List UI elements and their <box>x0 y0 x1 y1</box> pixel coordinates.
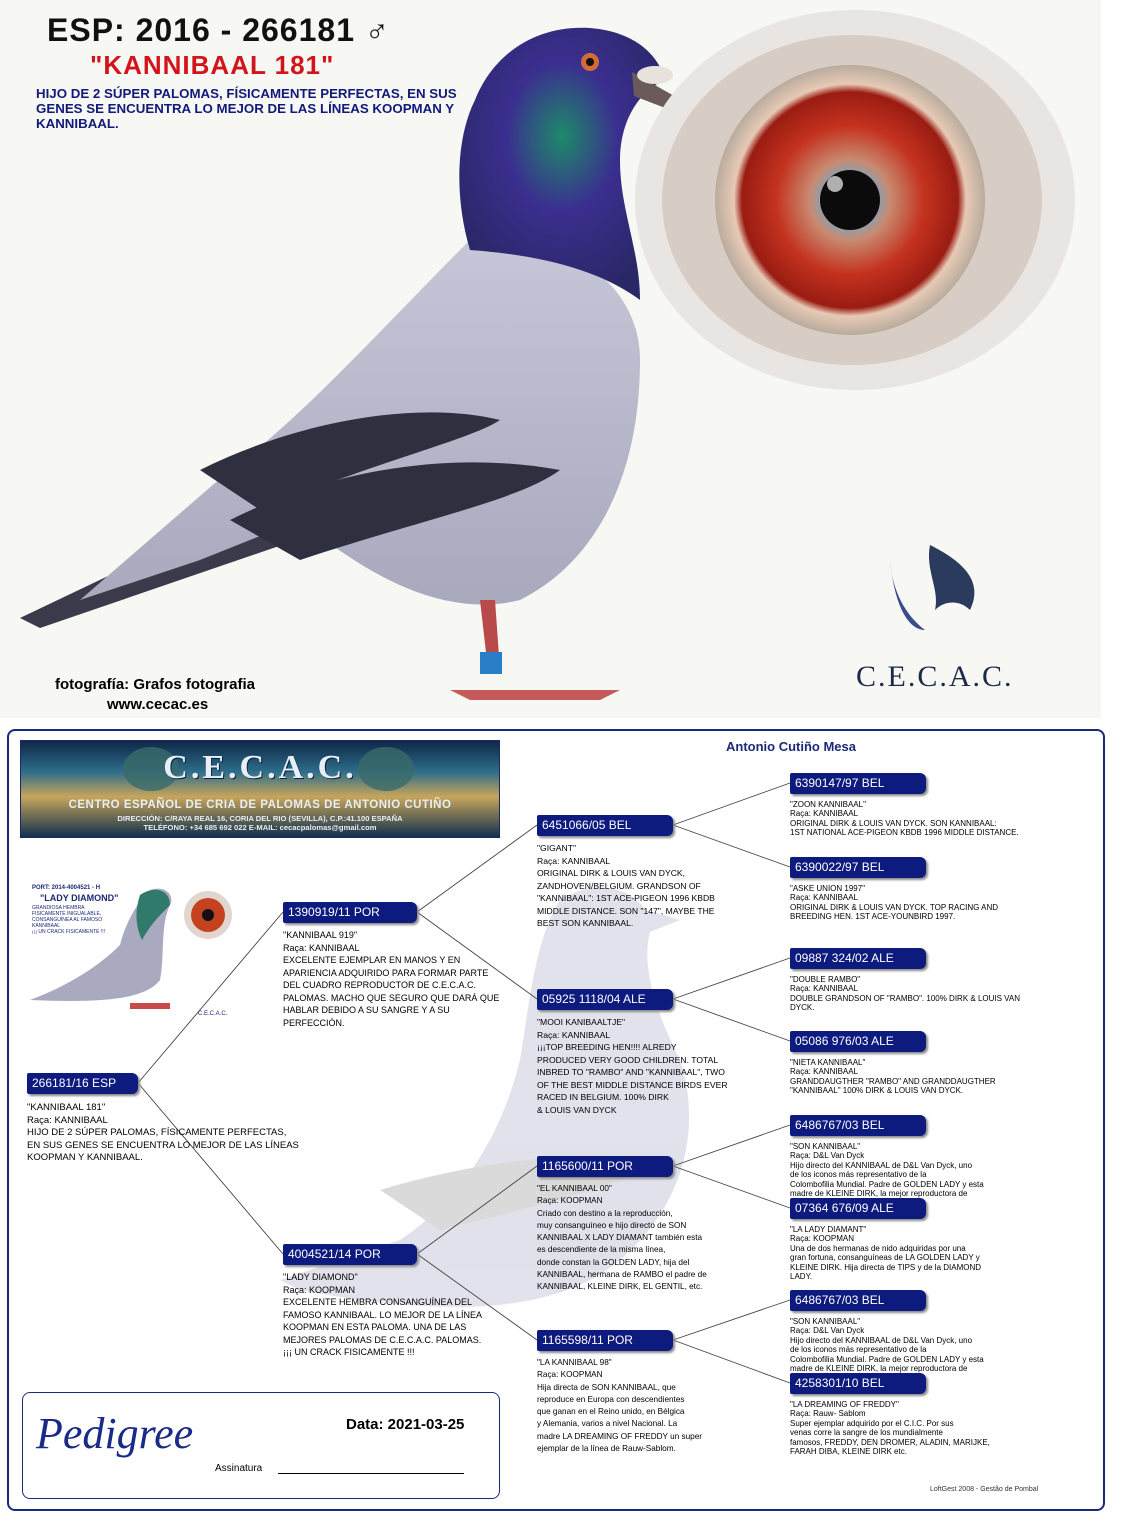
banner-title: C.E.C.A.C. <box>163 749 357 786</box>
pedigree-title: Pedigree <box>36 1409 194 1458</box>
gen3-info-1 <box>790 800 1050 838</box>
signature-label: Assinatura <box>215 1463 263 1474</box>
connector <box>673 1125 790 1166</box>
mini-card-logo: C.E.C.A.C. <box>198 1011 228 1017</box>
gen3-text-8: "LA DREAMING OF FREDDY" Raça: Rauw- Sablom Super ejemplar adquirido por el C.I.C. Por sus venas corre la sangre de los mundialmente famosos, FREDDY, DEN DROMER, ALADIN, MARIJKE, FARAH DIBA, KLEINE DIRK etc. <box>790 1400 990 1457</box>
gen3-ring-box-5[interactable]: 6486767/03 BEL <box>790 1115 926 1136</box>
sire-ring-box[interactable]: 1390919/11 POR <box>283 902 417 923</box>
sire-text: "KANNIBAAL 919" Raça: KANNIBAAL EXCELENTE EJEMPLAR EN MANOS Y EN APARIENCIA ADQUIRIDO PARA FORMAR PARTE DEL CUADRO REPRODUCTOR DE C.E.C.A.C. PALOMAS. MACHO QUE SEGURO QUE DARÁ QUE HABLAR DEBIDO A SU SANGRE Y A SU PERFECCIÓN. <box>283 930 500 1028</box>
connector <box>138 912 283 1083</box>
gen3-text-6: "LA LADY DIAMANT" Raça: KOOPMAN Una de dos hermanas de nido adquiridas por una gran fortuna, consanguíneas de LA GOLDEN LADY y KLEINE DIRK. Hija directa de TIPS y de la DIAMOND LADY. <box>790 1225 982 1282</box>
gen3-ring-box-8[interactable]: 4258301/10 BEL <box>790 1373 926 1394</box>
gen3-ring-box-6[interactable]: 07364 676/09 ALE <box>790 1198 926 1219</box>
connector <box>417 825 537 912</box>
gen3-text-1: "ZOON KANNIBAAL" Raça: KANNIBAAL ORIGINAL DIRK & LOUIS VAN DYCK. SON KANNIBAAL: 1ST NATIONAL ACE-PIGEON KBDB 1996 MIDDLE DISTANCE. <box>790 800 1019 838</box>
mini-card-port: PORT: 2014-4004521 - H <box>32 885 101 891</box>
dam-dam-ring-box[interactable]: 1165598/11 POR <box>537 1330 673 1351</box>
gen3-text-3: "DOUBLE RAMBO" Raça: KANNIBAAL DOUBLE GRANDSON OF "RAMBO". 100% DIRK & LOUIS VAN DYCK. <box>790 975 1021 1013</box>
software-credit: LoftGest 2008 - Gestão de Pombal <box>930 1486 1039 1493</box>
gen3-ring-box-3[interactable]: 09887 324/02 ALE <box>790 948 926 969</box>
gen3-info-7 <box>790 1317 1050 1373</box>
owner-name: Antonio Cutiño Mesa <box>726 739 856 754</box>
connector <box>673 958 790 999</box>
subject-text: "KANNIBAAL 181" Raça: KANNIBAAL HIJO DE 2 SÚPER PALOMAS, FÍSICAMENTE PERFECTAS, EN SUS GENES SE ENCUENTRA LO MEJOR DE LAS LÍNEAS KOOPMAN Y KANNIBAAL. <box>27 1102 299 1164</box>
cecac-logo: C.E.C.A.C. <box>856 660 1014 693</box>
connector <box>673 1300 790 1340</box>
dam-ring-box[interactable]: 4004521/14 POR <box>283 1244 417 1265</box>
sire-dam-text: "MOOI KANIBAALTJE" Raça: KANNIBAAL ¡¡¡TOP BREEDING HEN!!!! ALREDY PRODUCED VERY GOOD CHILDREN. TOTAL INBRED TO "RAMBO" AND "KANNIBAAL", TWO OF THE BEST MIDDLE DISTANCE BIRDS EVER RACED IN BELGIUM. 100% DIRK & LOUIS VAN DYCK <box>537 1017 728 1115</box>
gen3-ring-box-7[interactable]: 6486767/03 BEL <box>790 1290 926 1311</box>
gen3-info-4 <box>790 1058 1050 1096</box>
gen3-text-7: "SON KANNIBAAL" Raça: D&L Van Dyck Hijo directo del KANNIBAAL de D&L Van Dyck, uno de los iconos más representativo de la Colombofilia Mundial. Padre de GOLDEN LADY y esta madre de KLEINE DIRK, la mejor reproductora de <box>790 1317 984 1374</box>
photo-credit: fotografía: Grafos fotografia <box>55 676 256 693</box>
gen3-ring-box-1[interactable]: 6390147/97 BEL <box>790 773 926 794</box>
subject-ring-box[interactable]: 266181/16 ESP <box>27 1073 138 1094</box>
dam-dam-info <box>537 1357 757 1455</box>
gen3-text-5: "SON KANNIBAAL" Raça: D&L Van Dyck Hijo directo del KANNIBAAL de D&L Van Dyck, uno de los iconos más representativo de la Colombofilia Mundial. Padre de GOLDEN LADY y esta madre de KLEINE DIRK, la mejor reproductora de <box>790 1142 984 1199</box>
sire-sire-ring-box[interactable]: 6451066/05 BEL <box>537 815 673 836</box>
dam-sire-info <box>537 1183 757 1294</box>
gen3-text-4: "NIETA KANNIBAAL" Raça: KANNIBAAL GRANDDAUGTHER "RAMBO" AND GRANDDAUGTHER "KANNIBAAL" 100% DIRK & LOUIS VAN DYCK. <box>790 1058 996 1096</box>
dam-sire-text: "EL KANNIBAAL 00" Raça: KOOPMAN Criado con destino a la reproducción, muy consanguíneo e hijo directo de SON KANNIBAAL X LADY DIAMANT también esta es descendiente de la misma línea, donde constan la GOLDEN LADY, hija del KANNIBAAL, hermana de RAMBO el padre de KANNIBAAL, KLEINE DIRK, EL GENTIL, etc. <box>537 1184 707 1292</box>
gen3-ring-box-4[interactable]: 05086 976/03 ALE <box>790 1031 926 1052</box>
subject-info <box>27 1102 327 1165</box>
banner-subtitle: CENTRO ESPAÑOL DE CRIA DE PALOMAS DE ANTONIO CUTIÑO <box>68 799 452 811</box>
mini-card-name: "LADY DIAMOND" <box>40 893 119 903</box>
poster-description: HIJO DE 2 SÚPER PALOMAS, FÍSICAMENTE PERFECTAS, EN SUS GENES SE ENCUENTRA LO MEJOR DE LAS LÍNEAS KOOPMAN Y KANNIBAAL. <box>36 86 457 131</box>
sire-sire-info <box>537 842 757 930</box>
gen3-info-8 <box>790 1400 1050 1456</box>
website-link[interactable]: www.cecac.es <box>107 696 209 713</box>
banner-address-line: DIRECCIÓN: C/RAYA REAL 16, CORIA DEL RIO (SEVILLA), C.P.:41.100 ESPAÑA <box>117 814 403 823</box>
banner-contact-line: TELÉFONO: +34 685 692 022 E-MAIL: cecacpalomas@gmail.com <box>143 823 377 832</box>
dam-text: "LADY DIAMOND" Raça: KOOPMAN EXCELENTE HEMBRA CONSANGUÍNEA DEL FAMOSO KANNIBAAL. LO MEJOR DE LA LÍNEA KOOPMAN EN ESTA PALOMA. UNA DE LAS MEJORES PALOMAS DE C.E.C.A.C. PALOMAS. ¡¡¡ UN CRACK FISICAMENTE !!! <box>283 1272 483 1357</box>
ring-title: ESP: 2016 - 266181 ♂ <box>47 12 390 48</box>
gen3-info-2 <box>790 884 1050 922</box>
sire-info <box>283 929 518 1029</box>
gen3-ring-box-2[interactable]: 6390022/97 BEL <box>790 857 926 878</box>
sire-dam-info <box>537 1016 757 1116</box>
connector <box>417 1166 537 1254</box>
dam-dam-text: "LA KANNIBAAL 98" Raça: KOOPMAN Hija directa de SON KANNIBAAL, que reproduce en Europa con descendientes que ganan en el Reino unido, en Bélgica y Alemania, varios a nivel Nacional. La madre LA DREAMING OF FREDDY un super ejemplar de la línea de Rauw-Sablom. <box>537 1358 703 1454</box>
signature-line <box>278 1473 464 1474</box>
gen3-text-2: "ASKE UNION 1997" Raça: KANNIBAAL ORIGINAL DIRK & LOUIS VAN DYCK. TOP RACING AND BREEDING HEN. 1ST ACE-YOUNBIRD 1997. <box>790 884 999 922</box>
pedigree-date: Data: 2021-03-25 <box>346 1416 465 1433</box>
bird-name: "KANNIBAAL 181" <box>90 50 335 80</box>
gen3-info-5 <box>790 1142 1050 1198</box>
sire-sire-text: "GIGANT" Raça: KANNIBAAL ORIGINAL DIRK & LOUIS VAN DYCK, ZANDHOVEN/BELGIUM. GRANDSON OF "KANNIBAAL": 1ST ACE-PIGEON 1996 KBDB MIDDLE DISTANCE. SON "147", MAYBE THE BEST SON KANNIBAAL. <box>537 843 715 928</box>
dam-info <box>283 1271 518 1359</box>
connector <box>673 783 790 825</box>
mini-card-lines: GRANDIOSA HEMBRA FISICAMENTE INIGUALABLE, CONSANGUÍNEA AL FAMOSO KANNIBAAL ¡¡¡ UN CRACK FISICAMENTE !!! <box>32 905 106 935</box>
sire-dam-ring-box[interactable]: 05925 1118/04 ALE <box>537 989 673 1010</box>
gen3-info-6 <box>790 1225 1050 1281</box>
gen3-info-3 <box>790 975 1050 1013</box>
dam-sire-ring-box[interactable]: 1165600/11 POR <box>537 1156 673 1177</box>
